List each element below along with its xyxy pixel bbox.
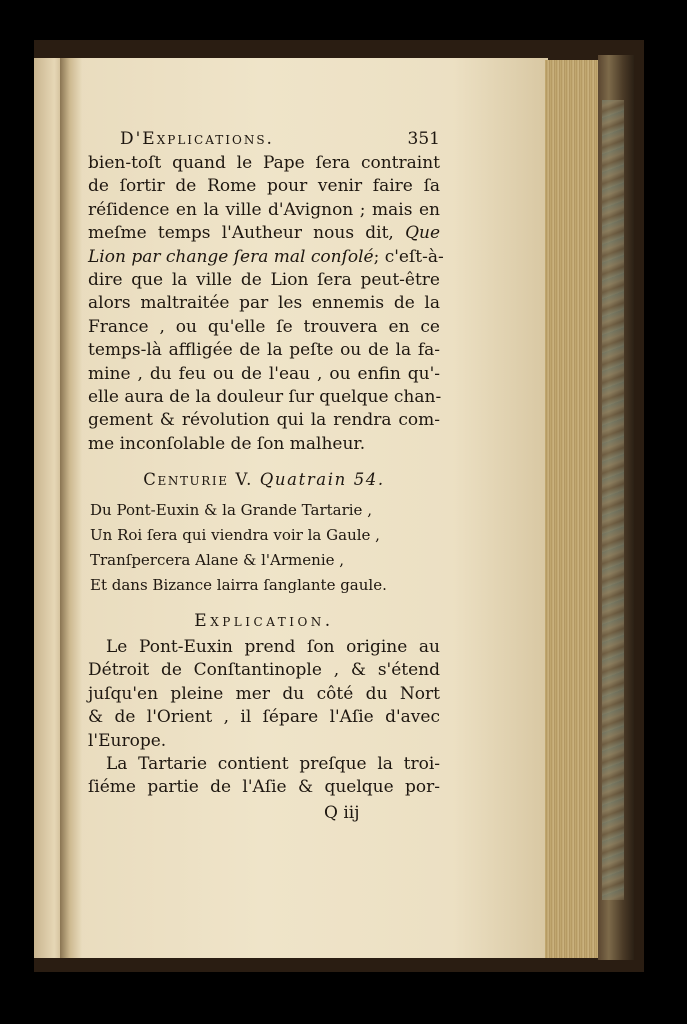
text-line: temps-là affligée de la peſte ou de la fa- xyxy=(88,340,440,361)
paragraph-1 xyxy=(88,152,444,456)
text-line: alors maltraitée par les ennemis de la xyxy=(88,293,440,314)
section-title xyxy=(88,466,440,494)
text-line: gement & révolution qui la rendra com- xyxy=(88,410,440,431)
signature-mark: Q iij xyxy=(324,803,360,823)
marbled-edge xyxy=(602,100,624,900)
running-title: D'Explications. xyxy=(120,129,274,149)
verse-line: Un Roi ſera qui viendra voir la Gaule , xyxy=(90,526,380,545)
text-line xyxy=(88,222,440,245)
text-line: me inconſolable de ſon malheur. xyxy=(88,433,366,454)
text-line: ſiéme partie de l'Aſie & quelque por- xyxy=(88,777,440,798)
running-header xyxy=(88,128,440,152)
text-line: réſidence en la ville d'Avignon ; mais en xyxy=(88,199,440,220)
text-fragment: meſme temps l'Autheur nous dit, xyxy=(88,223,394,244)
quatrain-label: Quatrain 54. xyxy=(259,470,385,490)
quote-lead: Que xyxy=(405,223,441,244)
text-line: elle aura de la douleur ſur quelque chan- xyxy=(88,386,442,407)
paragraph-3 xyxy=(88,753,440,800)
century-label: Centurie V. xyxy=(143,470,253,490)
paragraph-2 xyxy=(88,636,440,753)
explication-title: Explication. xyxy=(194,611,334,632)
page-number: 351 xyxy=(407,129,440,149)
text-line: Le Pont-Euxin prend ſon origine au xyxy=(106,637,440,658)
gutter-shadow xyxy=(60,58,82,958)
quote-text: Lion par change ſera mal conſolé xyxy=(88,246,374,267)
text-line xyxy=(88,246,444,269)
text-line: & de l'Orient , il ſépare l'Aſie d'avec xyxy=(88,707,440,728)
page-text xyxy=(88,128,444,800)
text-fragment: ; c'eſt-à- xyxy=(373,246,444,267)
text-line: dire que la ville de Lion ſera peut-être xyxy=(88,269,440,290)
quatrain-verse xyxy=(88,498,440,598)
text-line: juſqu'en pleine mer du côté du Nort xyxy=(88,683,440,704)
text-line: mine , du feu ou de l'eau , ou enfin qu'- xyxy=(88,363,440,384)
verse-line: Du Pont-Euxin & la Grande Tartarie , xyxy=(90,501,372,520)
verse-line: Et dans Bizance lairra ſanglante gaule. xyxy=(90,576,387,595)
text-line: bien-toſt quand le Pape ſera contraint xyxy=(88,153,440,173)
page-fore-edge xyxy=(545,60,600,958)
text-line: l'Europe. xyxy=(88,730,167,751)
text-line: France , ou qu'elle ſe trouvera en ce xyxy=(88,316,440,337)
text-line: de ſortir de Rome pour venir faire ſa xyxy=(88,176,440,197)
text-line: Détroit de Conſtantinople , & s'étend xyxy=(88,660,440,681)
text-line: La Tartarie contient preſque la troi- xyxy=(106,754,440,775)
verse-line: Tranſpercera Alane & l'Armenie , xyxy=(90,551,345,570)
